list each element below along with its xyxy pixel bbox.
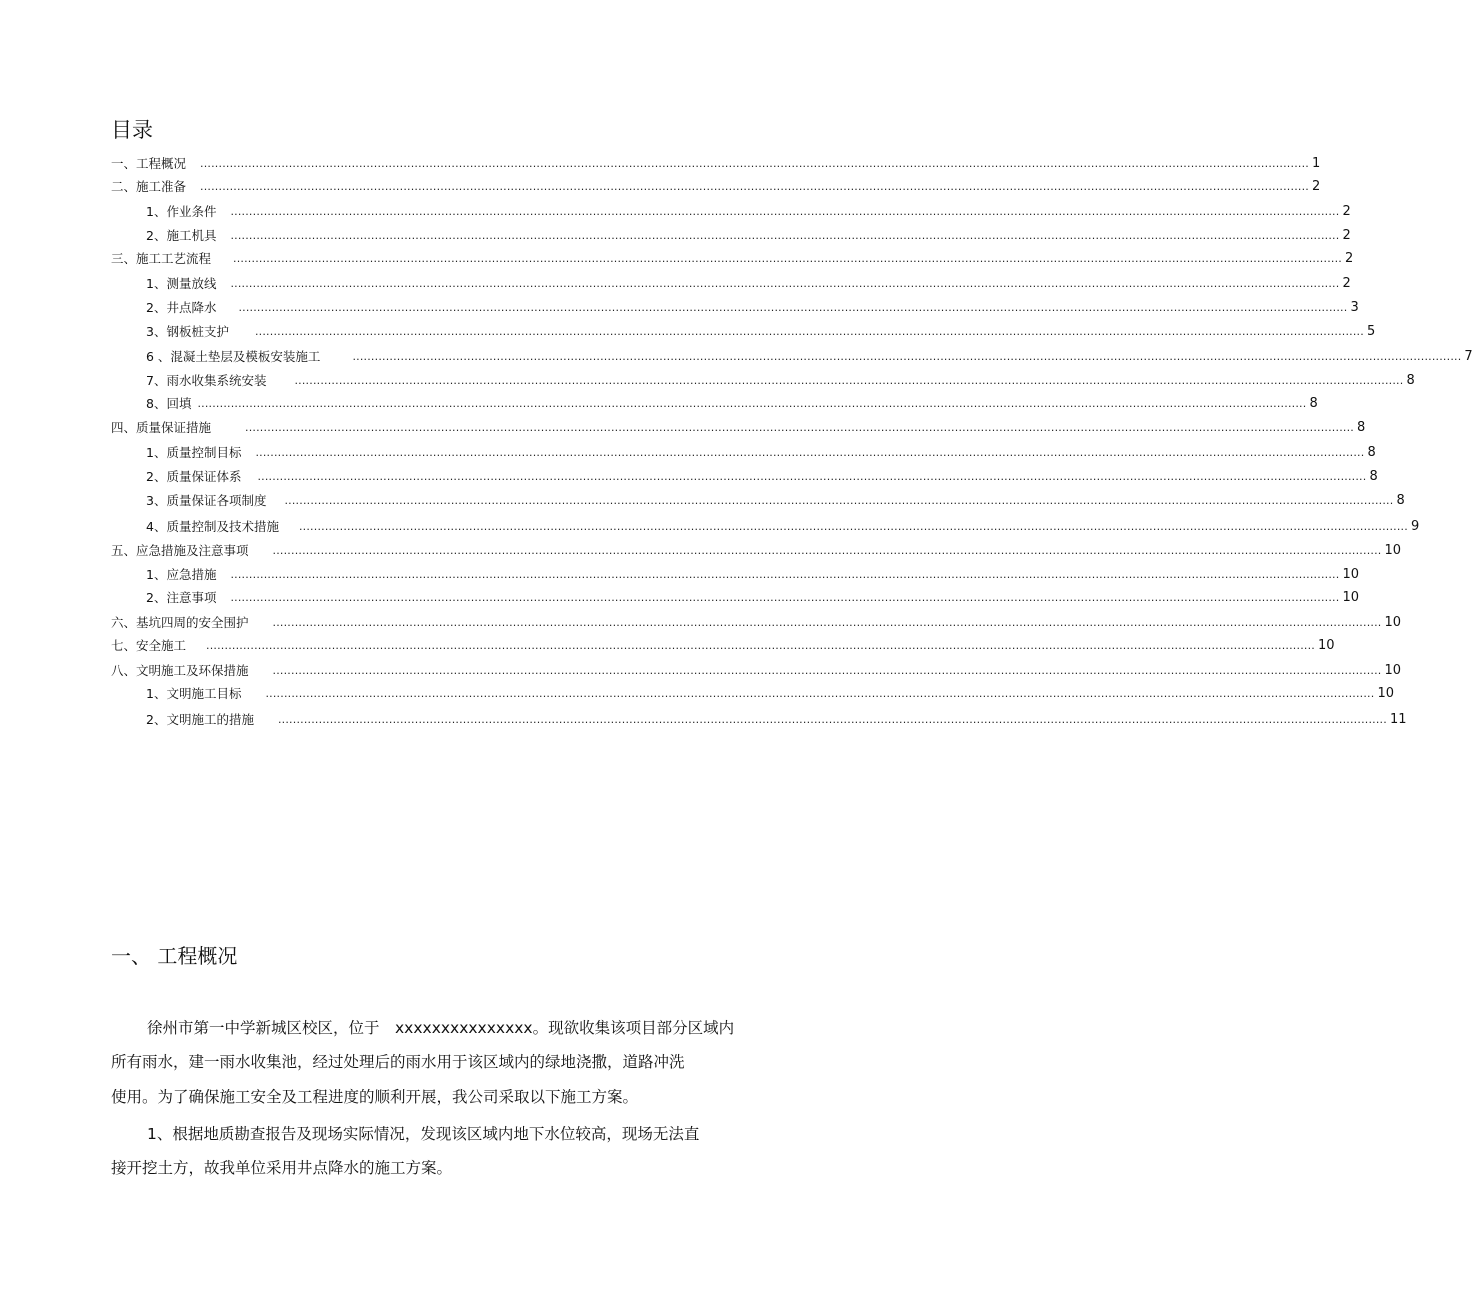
toc-entry-page: 1 [1312, 156, 1321, 171]
toc-entry-page: 10 [1318, 638, 1335, 653]
toc-entry-page: 8 [1367, 445, 1376, 460]
paragraph-line: 徐州市第一中学新城区校区，位于 xxxxxxxxxxxxxxx。现欲收集该项目部分区域内 [147, 1019, 735, 1037]
toc-entry-page: 5 [1366, 324, 1376, 339]
toc-entry-page: 2 [1345, 251, 1354, 266]
toc-entry-page: 8 [1369, 469, 1378, 484]
toc-entry-page: 10 [1384, 543, 1402, 558]
toc-leader-dots: ............................................................................................................................................................................................................................................................................................................ [230, 229, 1340, 242]
toc-entry[interactable] [146, 686, 1394, 702]
toc-entry-label: 2、注意事项 [146, 590, 217, 605]
toc-entry-label: 1、文明施工目标 [146, 686, 242, 701]
toc-entry[interactable] [111, 179, 1321, 195]
toc-entry-label: 1、质量控制目标 [146, 445, 242, 460]
toc-entry[interactable] [146, 493, 1405, 509]
toc-entry[interactable] [111, 638, 1335, 654]
toc-entry[interactable] [146, 567, 1359, 583]
toc-entry-label: 一、工程概况 [111, 156, 187, 171]
toc-entry-label: 2、井点降水 [146, 300, 217, 315]
toc-leader-dots: ............................................................................................................................................................................................................................................................................................................ [277, 713, 1387, 726]
toc-entry-label: 五、应急措施及注意事项 [111, 543, 249, 558]
toc-entry[interactable] [111, 251, 1354, 267]
toc-entry-page: 2 [1312, 179, 1321, 194]
paragraph-line: 接开挖土方，故我单位采用井点降水的施工方案。 [111, 1159, 453, 1177]
toc-leader-dots: ............................................................................................................................................................................................................................................................................................................ [272, 616, 1382, 629]
toc-entry[interactable] [146, 276, 1351, 292]
toc-entry[interactable] [111, 663, 1402, 679]
toc-entry-page: 10 [1377, 686, 1394, 701]
toc-leader-dots: ............................................................................................................................................................................................................................................................................................................ [272, 544, 1382, 557]
toc-entry-label: 三、施工工艺流程 [111, 251, 212, 266]
section-heading: 一、 工程概况 [111, 944, 238, 968]
toc-entry[interactable] [146, 469, 1378, 485]
toc-leader-dots: ............................................................................................................................................................................................................................................................................................................ [284, 494, 1394, 507]
toc-entry-label: 七、安全施工 [111, 638, 187, 653]
toc-leader-dots: ............................................................................................................................................................................................................................................................................................................ [254, 325, 1364, 338]
toc-leader-dots: ............................................................................................................................................................................................................................................................................................................ [245, 421, 1354, 434]
toc-entry-page: 8 [1396, 493, 1405, 508]
toc-leader-dots: ............................................................................................................................................................................................................................................................................................................ [206, 639, 1315, 652]
toc-entry-label: 1、测量放线 [146, 276, 217, 291]
toc-leader-dots: ............................................................................................................................................................................................................................................................................................................ [257, 470, 1367, 483]
paragraph-line: 所有雨水，建一雨水收集池，经过处理后的雨水用于该区域内的绿地浇撒，道路冲洗 [111, 1053, 685, 1071]
toc-entry-label: 3、钢板桩支护 [146, 324, 229, 339]
toc-entry[interactable] [146, 228, 1351, 244]
toc-entry-page: 3 [1350, 300, 1359, 315]
toc-entry-page: 8 [1357, 420, 1366, 435]
toc-entry[interactable] [111, 543, 1402, 559]
toc-entry[interactable] [146, 324, 1376, 340]
toc-leader-dots: ............................................................................................................................................................................................................................................................................................................ [200, 157, 1309, 170]
toc-entry-label: 1、应急措施 [146, 567, 217, 582]
toc-entry[interactable] [111, 615, 1402, 631]
toc-leader-dots: ............................................................................................................................................................................................................................................................................................................ [230, 277, 1340, 290]
toc-entry-page: 10 [1342, 567, 1359, 582]
toc-entry-label: 2、施工机具 [146, 228, 217, 243]
toc-entry[interactable] [111, 420, 1366, 436]
toc-title: 目录 [111, 118, 153, 142]
toc-leader-dots: ............................................................................................................................................................................................................................................................................................................ [298, 520, 1408, 533]
toc-leader-dots: ............................................................................................................................................................................................................................................................................................................ [294, 374, 1404, 387]
toc-entry-page: 8 [1406, 373, 1415, 388]
toc-entry-page: 11 [1389, 712, 1407, 727]
toc-leader-dots: ............................................................................................................................................................................................................................................................................................................ [233, 252, 1342, 265]
toc-entry-page: 8 [1309, 396, 1318, 411]
toc-entry[interactable] [146, 519, 1420, 535]
toc-leader-dots: ............................................................................................................................................................................................................................................................................................................ [197, 397, 1307, 410]
toc-entry-label: 7、雨水收集系统安装 [146, 373, 267, 388]
toc-entry-page: 10 [1384, 615, 1402, 630]
toc-entry[interactable] [146, 349, 1473, 365]
toc-entry-label: 1、作业条件 [146, 204, 217, 219]
toc-entry[interactable] [111, 156, 1321, 172]
toc-entry-page: 2 [1342, 276, 1351, 291]
toc-entry-page: 9 [1410, 519, 1420, 534]
toc-entry-label: 二、施工准备 [111, 179, 187, 194]
toc-entry-label: 4、质量控制及技术措施 [146, 519, 279, 534]
toc-leader-dots: ............................................................................................................................................................................................................................................................................................................ [230, 568, 1340, 581]
toc-entry-label: 八、文明施工及环保措施 [111, 663, 249, 678]
toc-entry-label: 8、回填 [146, 396, 192, 411]
toc-leader-dots: ............................................................................................................................................................................................................................................................................................................ [230, 591, 1340, 604]
toc-entry[interactable] [146, 712, 1407, 728]
toc-entry-label: 6 、混凝土垫层及模板安装施工 [146, 349, 321, 364]
toc-leader-dots: ............................................................................................................................................................................................................................................................................................................ [230, 205, 1340, 218]
toc-entry-label: 2、质量保证体系 [146, 469, 242, 484]
toc-entry[interactable] [146, 396, 1318, 412]
toc-entry[interactable] [146, 373, 1415, 389]
toc-leader-dots: ............................................................................................................................................................................................................................................................................................................ [352, 350, 1462, 363]
toc-entry-page: 2 [1342, 228, 1351, 243]
paragraph-line: 1、根据地质勘查报告及现场实际情况，发现该区域内地下水位较高，现场无法直 [147, 1125, 700, 1143]
toc-leader-dots: ............................................................................................................................................................................................................................................................................................................ [265, 687, 1375, 700]
toc-entry-page: 2 [1342, 204, 1351, 219]
toc-entry-page: 10 [1342, 590, 1359, 605]
toc-entry[interactable] [146, 204, 1351, 220]
toc-entry-label: 四、质量保证措施 [111, 420, 212, 435]
toc-entry-label: 六、基坑四周的安全围护 [111, 615, 249, 630]
toc-entry-page: 7 [1464, 349, 1473, 364]
toc-entry-label: 2、文明施工的措施 [146, 712, 254, 727]
toc-entry[interactable] [146, 300, 1359, 316]
toc-entry[interactable] [146, 590, 1359, 606]
paragraph-line: 使用。为了确保施工安全及工程进度的顺利开展，我公司采取以下施工方案。 [111, 1088, 639, 1106]
toc-leader-dots: ............................................................................................................................................................................................................................................................................................................ [255, 446, 1365, 459]
toc-leader-dots: ............................................................................................................................................................................................................................................................................................................ [272, 664, 1382, 677]
toc-entry[interactable] [146, 445, 1376, 461]
toc-entry-page: 10 [1384, 663, 1402, 678]
toc-leader-dots: ............................................................................................................................................................................................................................................................................................................ [238, 301, 1348, 314]
toc-leader-dots: ............................................................................................................................................................................................................................................................................................................ [200, 180, 1309, 193]
toc-entry-label: 3、质量保证各项制度 [146, 493, 267, 508]
